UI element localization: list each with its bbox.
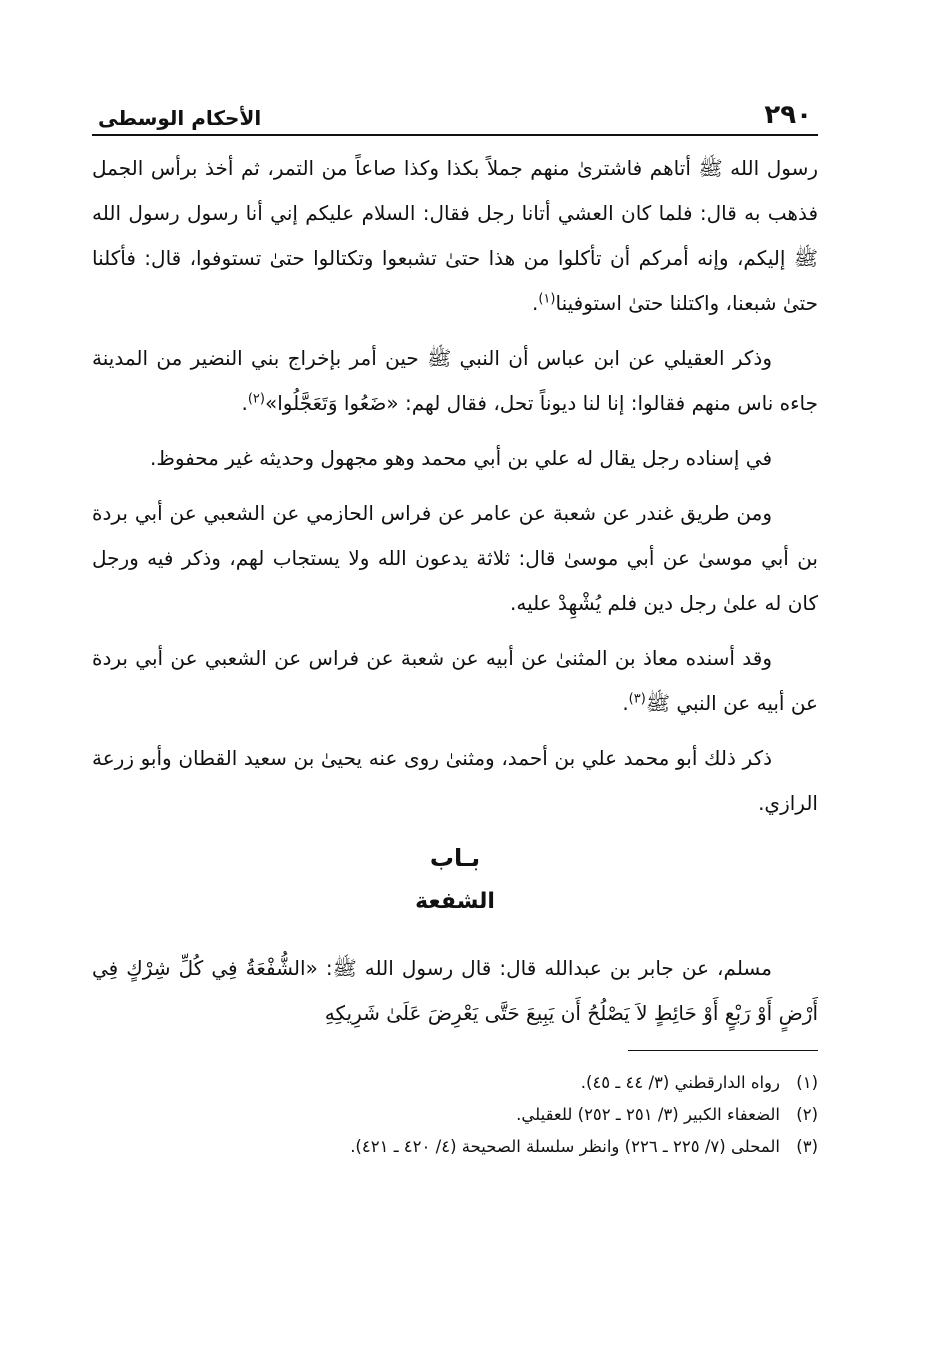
footnote-2	[92, 1099, 818, 1131]
footnote-text: المحلى (٧/ ٢٢٥ ـ ٢٢٦) وانظر سلسلة الصحيحة (٤/ ٤٢٠ ـ ٤٢١).	[350, 1137, 780, 1156]
footnote-marker: (٢)	[247, 391, 265, 407]
footnote-text: رواه الدارقطني (٣/ ٤٤ ـ ٤٥).	[580, 1073, 780, 1092]
page-header	[92, 88, 818, 128]
paragraph-5	[92, 636, 818, 726]
paragraph-text: ومن طريق غندر عن شعبة عن عامر عن فراس الحازمي عن الشعبي عن أبي بردة بن أبي موسىٰ عن أبي موسىٰ قال: ثلاثة يدعون الله ولا يستجاب لهم، وذكر فيه ورجل كان له علىٰ رجل دين فلم يُشْهِدْ عليه.	[92, 501, 818, 615]
footnote-number: (١)	[796, 1073, 818, 1092]
paragraph-6	[92, 736, 818, 826]
paragraph-tail: .	[241, 391, 248, 415]
paragraph-text: وقد أسنده معاذ بن المثنىٰ عن أبيه عن شعبة عن فراس عن الشعبي عن أبي بردة عن أبيه عن النبي ﷺ	[92, 646, 818, 715]
section-subheading: الشفعة	[415, 889, 495, 914]
paragraph-text: رسول الله ﷺ أتاهم فاشترىٰ منهم جملاً بكذا وكذا صاعاً من التمر، ثم أخذ برأس الجمل فذهب به قال: فلما كان العشي أتانا رجل فقال: السلام عليكم إني أنا رسول رسول الله ﷺ إليكم، وإنه أمركم أن تأكلوا من هذا حتىٰ تشبعوا وتكتالوا حتىٰ تستوفوا، قال: فأكلنا حتىٰ شبعنا، واكتلنا حتىٰ استوفينا	[92, 156, 818, 315]
paragraph-text: وذكر العقيلي عن ابن عباس أن النبي ﷺ حين أمر بإخراج بني النضير من المدينة جاءه ناس منهم فقالوا: إنا لنا ديوناً تحل، فقال لهم: «ضَعُوا وَتَعَجَّلُوا»	[92, 346, 818, 415]
book-page	[92, 88, 818, 1163]
footnote-marker: (١)	[538, 291, 556, 307]
footnote-3	[92, 1131, 818, 1163]
paragraph-7	[92, 946, 818, 1036]
footnote-marker: (٣)	[628, 691, 646, 707]
footnote-1	[92, 1067, 818, 1099]
page-number: ٢٩٠	[764, 100, 812, 130]
paragraph-text: ذكر ذلك أبو محمد علي بن أحمد، ومثنىٰ روى عنه يحيىٰ بن سعيد القطان وأبو زرعة الرازي.	[92, 746, 818, 815]
footnote-number: (٣)	[796, 1137, 818, 1156]
paragraph-tail: .	[531, 291, 539, 315]
paragraph-1	[92, 146, 818, 326]
paragraph-text: في إسناده رجل يقال له علي بن أبي محمد وهو مجهول وحديثه غير محفوظ.	[149, 446, 772, 470]
footnote-number: (٢)	[796, 1105, 818, 1124]
running-title: الأحكام الوسطى	[98, 106, 262, 130]
paragraph-tail: .	[622, 691, 629, 715]
footnote-text: الضعفاء الكبير (٣/ ٢٥١ ـ ٢٥٢) للعقيلي.	[516, 1105, 780, 1124]
section-heading: بـاب	[429, 844, 481, 872]
paragraph-text: مسلم، عن جابر بن عبدالله قال: قال رسول الله ﷺ: «الشُّفْعَةُ فِي كُلِّ شِرْكٍ فِي أَرْضٍ أَوْ رَبْعٍ أَوْ حَائِطٍ لاَ يَصْلُحُ أَن يَبِيعَ حَتَّى يَعْرِضَ عَلَىٰ شَرِيكِهِ	[92, 956, 818, 1025]
header-rule	[92, 134, 818, 136]
page-body	[92, 146, 818, 1036]
paragraph-3	[92, 436, 818, 481]
footnotes	[92, 1067, 818, 1163]
paragraph-4	[92, 491, 818, 626]
paragraph-2	[92, 336, 818, 426]
footnote-rule	[628, 1050, 818, 1051]
